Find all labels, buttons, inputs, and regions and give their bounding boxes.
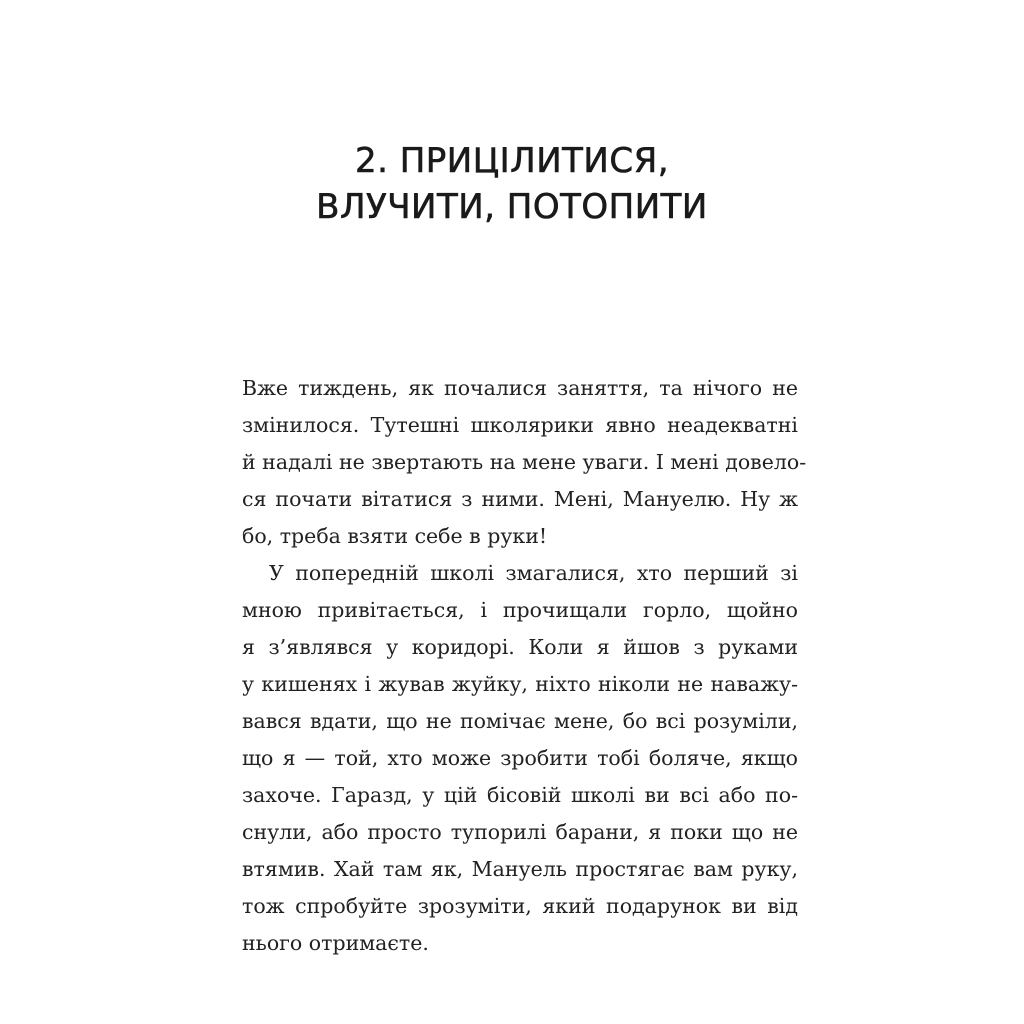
text-line: у кишенях і жував жуйку, ніхто ніколи не наважу-: [242, 672, 798, 696]
text-line: змінилося. Тутешні школярики явно неадекватні: [242, 413, 798, 437]
text-line: тож спробуйте зрозуміти, який подарунок ви від: [242, 894, 798, 918]
chapter-title-line: ВЛУЧИТИ, ПОТОПИТИ: [316, 187, 708, 227]
text-line: я з’являвся у коридорі. Коли я йшов з руками: [242, 635, 798, 659]
text-line: бо, треба взяти себе в руки!: [242, 524, 548, 548]
text-line: нього отримаєте.: [242, 931, 429, 955]
text-line: У попередній школі змагалися, хто перший зі: [269, 561, 798, 585]
chapter-body: [242, 370, 807, 962]
paragraph: [242, 370, 807, 555]
paragraph: [242, 555, 798, 962]
text-line: вався вдати, що не помічає мене, бо всі розуміли,: [242, 709, 798, 733]
text-line: снули, або просто тупорилі барани, я поки що не: [242, 820, 798, 844]
text-line: ся почати вітатися з ними. Мені, Мануелю. Ну ж: [242, 487, 798, 511]
text-line: захоче. Гаразд, у цій бісовій школі ви всі або по-: [242, 783, 798, 807]
text-line: мною привітається, і прочищали горло, щойно: [242, 598, 798, 622]
text-line: втямив. Хай там як, Мануель простягає вам руку,: [242, 857, 798, 881]
text-line: що я — той, хто може зробити тобі боляче, якщо: [242, 746, 798, 770]
text-line: Вже тиждень, як почалися заняття, та нічого не: [242, 376, 798, 400]
chapter-title: [0, 138, 1024, 230]
text-line: й надалі не звертають на мене уваги. І мені довело-: [242, 450, 807, 474]
chapter-title-line: 2. ПРИЦІЛИТИСЯ,: [354, 141, 670, 181]
